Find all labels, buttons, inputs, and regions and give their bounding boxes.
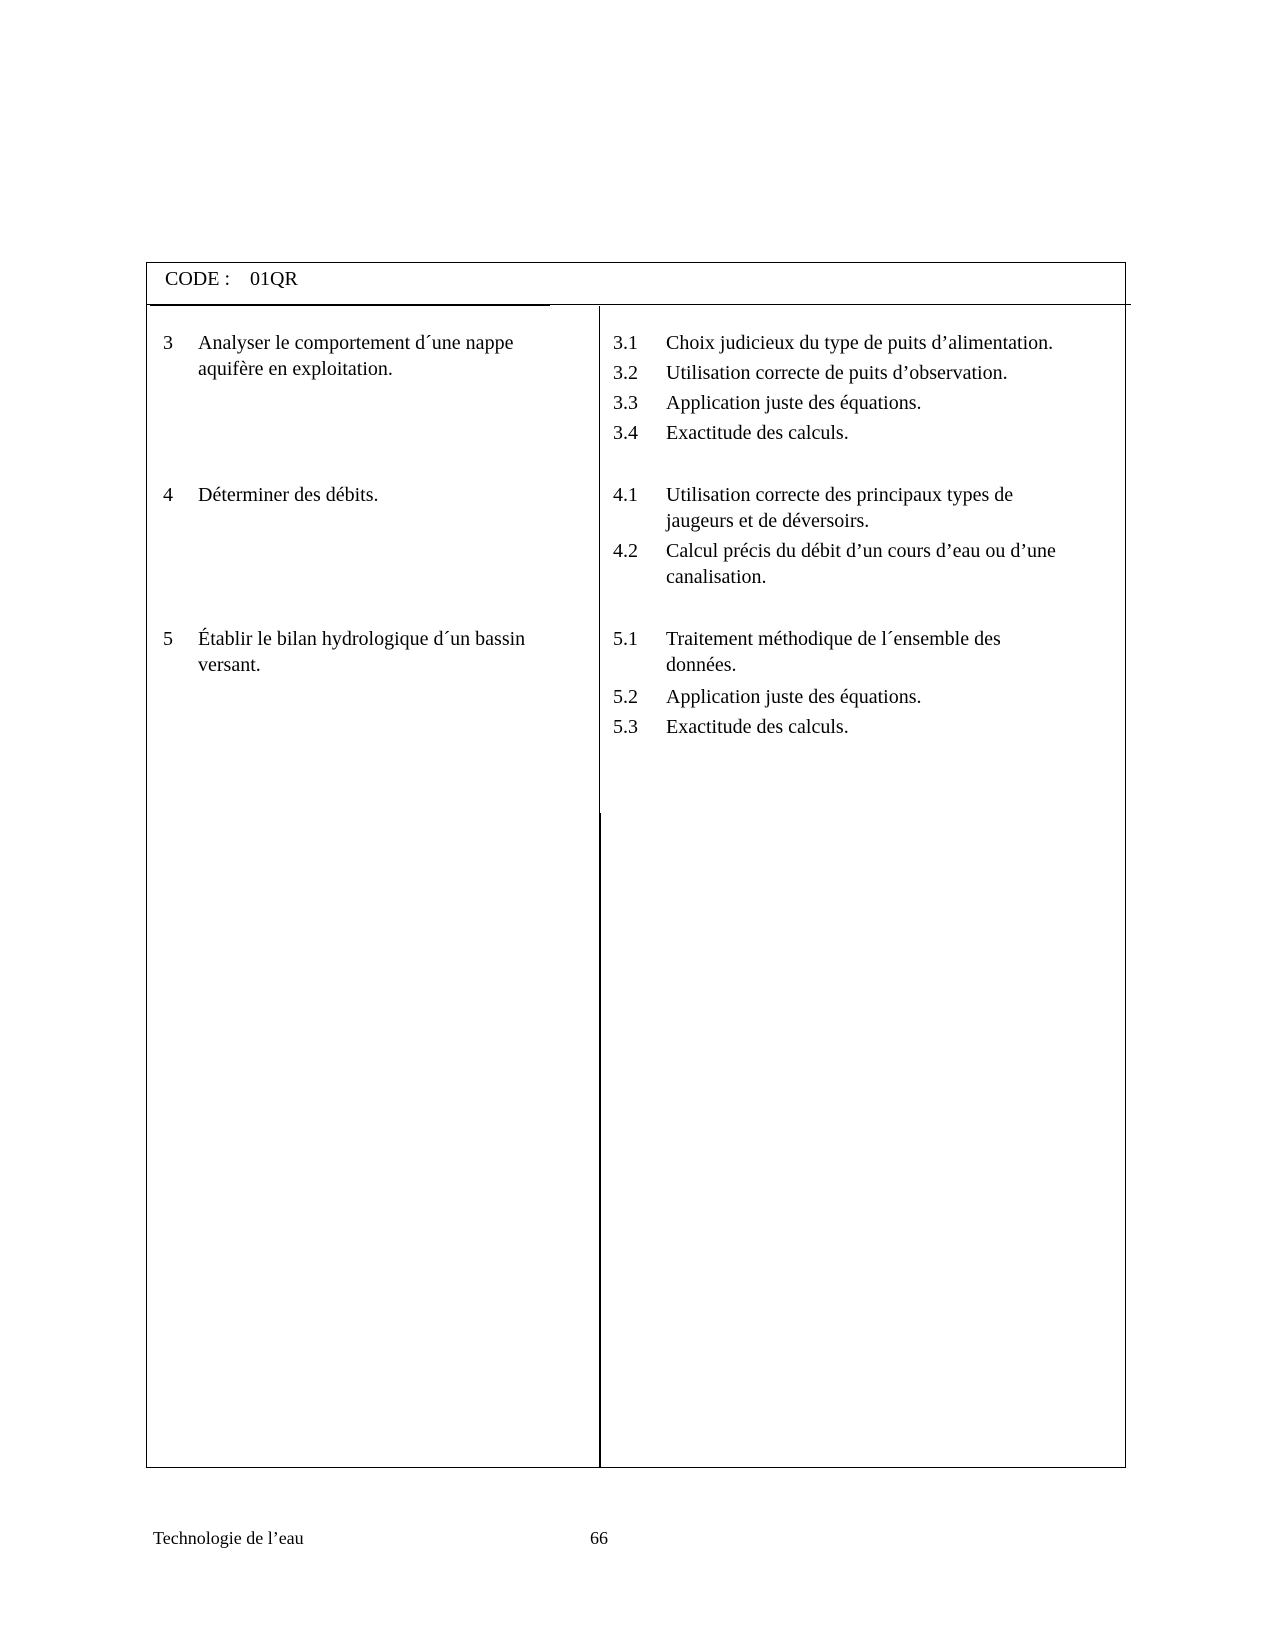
- header-divider-thick: [150, 304, 550, 306]
- criterion-number: 3.2: [613, 362, 638, 384]
- objective-number: 3: [163, 332, 173, 354]
- criterion-text-line: Application juste des équations.: [666, 392, 922, 414]
- criterion-number: 4.2: [613, 540, 638, 562]
- criterion-text-line: Traitement méthodique de l´ensemble des: [666, 628, 1001, 650]
- code-value: 01QR: [250, 268, 298, 290]
- criterion-number: 5.3: [613, 716, 638, 738]
- criterion-text-line: Exactitude des calculs.: [666, 422, 849, 444]
- objective-text-line: Analyser le comportement d´une nappe: [198, 332, 514, 354]
- objective-text-line: aquifère en exploitation.: [198, 358, 393, 380]
- page-number: 66: [590, 1528, 608, 1548]
- criterion-number: 4.1: [613, 484, 638, 506]
- objective-number: 5: [163, 628, 173, 650]
- criterion-text-line: jaugeurs et de déversoirs.: [666, 510, 870, 532]
- criterion-text-line: Application juste des équations.: [666, 686, 922, 708]
- footer-title: Technologie de l’eau: [153, 1528, 304, 1548]
- objective-number: 4: [163, 484, 173, 506]
- criterion-text-line: canalisation.: [666, 566, 767, 588]
- criterion-text-line: données.: [666, 654, 737, 676]
- criterion-text-line: Exactitude des calculs.: [666, 716, 849, 738]
- criterion-text-line: Utilisation correcte des principaux types de: [666, 484, 1014, 506]
- criterion-number: 5.1: [613, 628, 638, 650]
- criterion-text-line: Calcul précis du débit d’un cours d’eau ou d’une: [666, 540, 1056, 562]
- criterion-number: 3.1: [613, 332, 638, 354]
- objective-text-line: versant.: [198, 654, 261, 676]
- code-label: CODE :: [165, 268, 230, 290]
- criterion-number: 3.3: [613, 392, 638, 414]
- column-divider: [599, 306, 600, 813]
- objective-text-line: Établir le bilan hydrologique d´un bassin: [198, 628, 526, 650]
- criterion-text-line: Choix judicieux du type de puits d’alimentation.: [666, 332, 1054, 354]
- column-divider-thick: [599, 813, 601, 1468]
- criterion-number: 5.2: [613, 686, 638, 708]
- criterion-text-line: Utilisation correcte de puits d’observation.: [666, 362, 1008, 384]
- objective-text-line: Déterminer des débits.: [198, 484, 379, 506]
- criterion-number: 3.4: [613, 422, 638, 444]
- code-header: [165, 268, 298, 291]
